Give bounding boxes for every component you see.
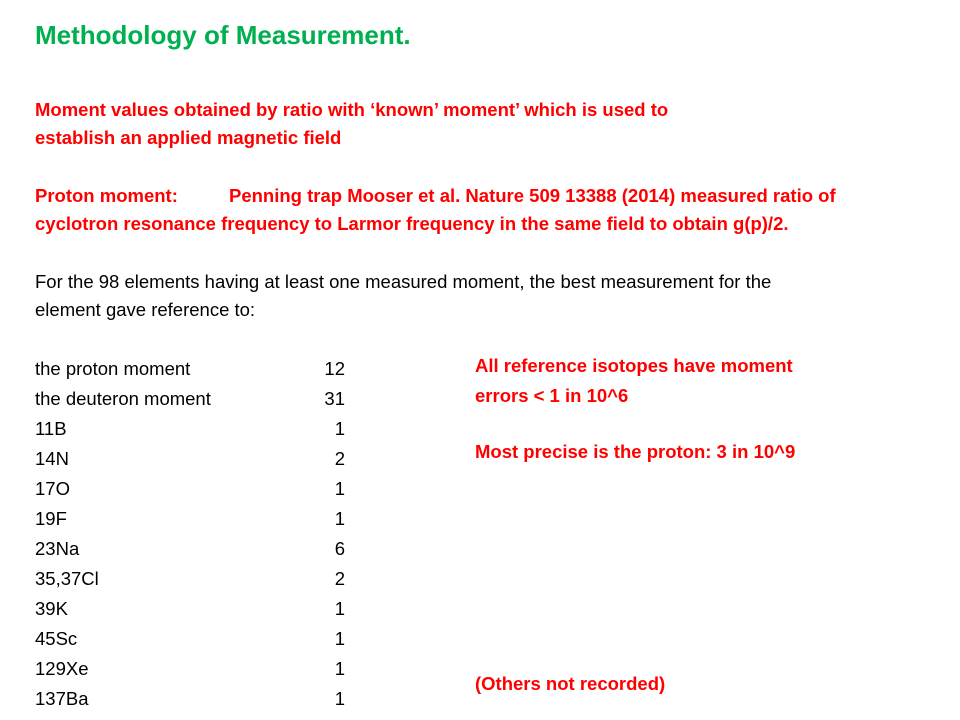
reference-count: 6: [334, 538, 345, 559]
reference-count: 31: [324, 388, 345, 409]
reference-count: 1: [334, 508, 345, 529]
table-row: [35, 534, 345, 564]
proton-paragraph: [35, 182, 935, 238]
table-row: [35, 414, 345, 444]
reference-count-table: [35, 354, 345, 714]
reference-name: 137Ba: [35, 688, 89, 709]
reference-name: 19F: [35, 508, 67, 529]
reference-error-line-2: errors < 1 in 10^6: [475, 385, 629, 406]
table-row: [35, 444, 345, 474]
proton-line-1: [35, 182, 935, 210]
reference-error-line-1: All reference isotopes have moment: [475, 355, 793, 376]
proton-line-2: cyclotron resonance frequency to Larmor frequency in the same field to obtain g(p)/2.: [35, 213, 789, 234]
intro-paragraph: [35, 96, 935, 152]
reference-name: the proton moment: [35, 358, 191, 379]
reference-name: 39K: [35, 598, 68, 619]
most-precise-note: Most precise is the proton: 3 in 10^9: [475, 441, 796, 462]
slide-title: Methodology of Measurement.: [35, 20, 411, 50]
table-row: [35, 594, 345, 624]
table-row: [35, 384, 345, 414]
reference-name: 17O: [35, 478, 70, 499]
reference-name: 129Xe: [35, 658, 89, 679]
table-row: [35, 564, 345, 594]
table-row: [35, 354, 345, 384]
proton-text-1: Penning trap Mooser et al. Nature 509 13388 (2014) measured ratio of: [229, 185, 836, 206]
table-row: [35, 624, 345, 654]
others-not-recorded-note: (Others not recorded): [475, 673, 666, 694]
elements-line-1: For the 98 elements having at least one measured moment, the best measurement for the: [35, 271, 772, 292]
table-row: [35, 654, 345, 684]
reference-name: 45Sc: [35, 628, 78, 649]
reference-error-note: [475, 351, 793, 411]
reference-count: 1: [334, 478, 345, 499]
reference-name: 35,37Cl: [35, 568, 99, 589]
reference-count: 2: [334, 568, 345, 589]
reference-name: 11B: [35, 418, 67, 439]
proton-label: Proton moment:: [35, 185, 178, 206]
table-row: [35, 684, 345, 714]
table-row: [35, 504, 345, 534]
intro-line-2: establish an applied magnetic field: [35, 127, 342, 148]
reference-count: 1: [334, 598, 345, 619]
reference-name: 23Na: [35, 538, 80, 559]
reference-count: 12: [324, 358, 345, 379]
elements-line-2: element gave reference to:: [35, 299, 256, 320]
reference-count: 1: [334, 628, 345, 649]
intro-line-1: Moment values obtained by ratio with ‘known’ moment’ which is used to: [35, 99, 669, 120]
reference-count: 1: [334, 688, 345, 709]
reference-name: the deuteron moment: [35, 388, 211, 409]
reference-count: 1: [334, 418, 345, 439]
reference-name: 14N: [35, 448, 69, 469]
reference-count: 2: [334, 448, 345, 469]
reference-count: 1: [334, 658, 345, 679]
table-row: [35, 474, 345, 504]
elements-paragraph: [35, 268, 935, 324]
